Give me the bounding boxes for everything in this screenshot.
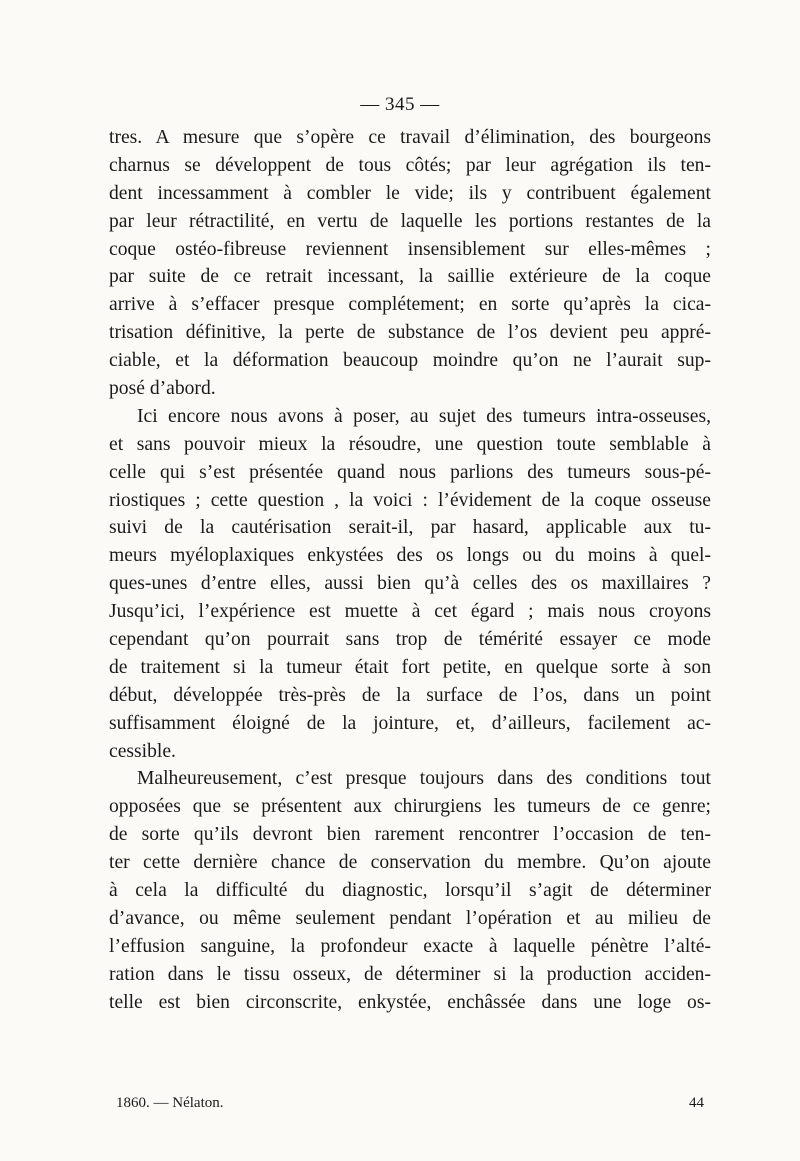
text-line: à cela la difficulté du diagnostic, lorsqu’il s’agit de déterminer <box>109 880 711 902</box>
text-line: par suite de ce retrait incessant, la saillie extérieure de la coque <box>109 266 711 288</box>
text-line: de traitement si la tumeur était fort petite, en quelque sorte à son <box>109 656 711 678</box>
text-line: arrive à s’effacer presque complétement; en sorte qu’après la cica- <box>109 294 711 316</box>
text-line: d’avance, ou même seulement pendant l’opération et au milieu de <box>109 907 711 929</box>
text-line: et sans pouvoir mieux la résoudre, une question toute semblable à <box>109 433 711 455</box>
text-line: l’effusion sanguine, la profondeur exacte à laquelle pénètre l’alté- <box>109 935 711 957</box>
text-line: meurs myéloplaxiques enkystées des os longs ou du moins à quel- <box>109 545 711 567</box>
text-line: riostiques ; cette question , la voici : l’évidement de la coque osseuse <box>109 489 711 511</box>
sheet-number: 44 <box>689 1095 704 1111</box>
text-line: tres. A mesure que s’opère ce travail d’élimination, des bourgeons <box>109 127 711 148</box>
text-line: ter cette dernière chance de conservation du membre. Qu’on ajoute <box>109 852 711 874</box>
text-line: cependant qu’on pourrait sans trop de témérité essayer ce mode <box>109 629 711 651</box>
paragraph <box>109 765 711 1016</box>
text-line: telle est bien circonscrite, enkystée, enchâssée dans une loge os- <box>109 991 711 1013</box>
text-line: suffisamment éloigné de la jointure, et, d’ailleurs, facilement ac- <box>109 712 711 734</box>
text-line: posé d’abord. <box>109 378 216 400</box>
text-line: cessible. <box>109 740 176 762</box>
text-line: ques-unes d’entre elles, aussi bien qu’à celles des os maxillaires ? <box>109 573 711 595</box>
text-line: coque ostéo-fibreuse reviennent insensiblement sur elles-mêmes ; <box>109 238 711 260</box>
text-line: trisation définitive, la perte de substance de l’os devient peu appré- <box>109 322 711 344</box>
text-line: par leur rétractilité, en vertu de laquelle les portions restantes de la <box>109 210 711 232</box>
text-line: charnus se développent de tous côtés; par leur agrégation ils ten- <box>109 154 711 176</box>
text-line: Ici encore nous avons à poser, au sujet des tumeurs intra-osseuses, <box>137 405 711 427</box>
text-line: celle qui s’est présentée quand nous parlions des tumeurs sous-pé- <box>109 461 711 483</box>
text-line: ration dans le tissu osseux, de déterminer si la production acciden- <box>109 963 711 985</box>
paragraph <box>109 403 711 766</box>
text-line: Jusqu’ici, l’expérience est muette à cet égard ; mais nous croyons <box>109 601 711 623</box>
text-line: suivi de la cautérisation serait-il, par hasard, applicable aux tu- <box>109 517 711 539</box>
text-line: de sorte qu’ils devront bien rarement rencontrer l’occasion de ten- <box>109 824 711 846</box>
page-footer <box>116 1095 704 1115</box>
text-line: début, développée très-près de la surface de l’os, dans un point <box>109 684 711 706</box>
text-line: dent incessamment à combler le vide; ils y contribuent également <box>109 182 711 204</box>
text-line: ciable, et la déformation beaucoup moindre qu’on ne l’aurait sup- <box>109 350 711 372</box>
paragraph <box>109 124 711 403</box>
signature-mark: 1860. — Nélaton. <box>116 1095 224 1111</box>
page-number: — 345 — <box>360 94 440 115</box>
text-line: opposées que se présentent aux chirurgiens les tumeurs de ce genre; <box>109 796 711 818</box>
text-line: Malheureusement, c’est presque toujours dans des conditions tout <box>137 768 711 790</box>
body-text <box>109 124 711 1017</box>
